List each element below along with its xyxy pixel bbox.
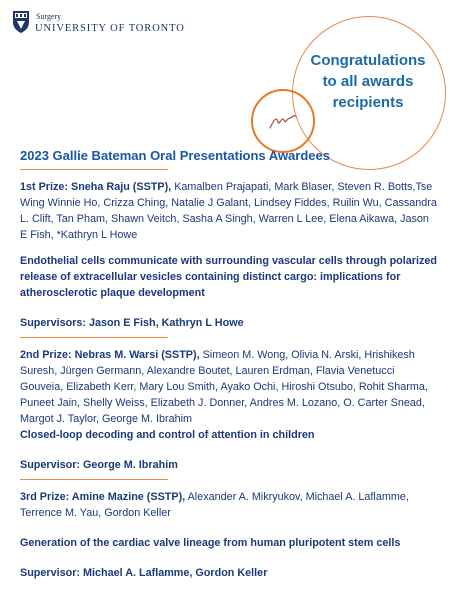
- awardees-section: [20, 148, 438, 581]
- first-prize-supervisor: Supervisors: Jason E Fish, Kathryn L Howe: [20, 317, 244, 329]
- second-prize-authors: Simeon M. Wong, Olivia N. Arski, Hrishikesh Suresh, Jürgen Germann, Alexandre Boutet, Lauren Erdman, Flavia Venetucci Gouveia, Elizabeth Kerr, Mary Lou Smith, Ayako Ochi, Hiroshi Otsubo, Rohit Sharma, Puneet Jain, Shelly Weiss, Elizabeth J. Donner, Andres M. Lozano, O. Carter Snead, Margot J. Taylor, George M. Ibrahim: [20, 349, 428, 425]
- banner-line-1: Congratulations: [310, 52, 426, 69]
- banner-line-3: recipients: [332, 94, 404, 111]
- heading-divider: [20, 169, 168, 170]
- second-prize-supervisor: Supervisor: George M. Ibrahim: [20, 459, 178, 471]
- third-prize-authors: Alexander A. Mikryukov, Michael A. Laflamme, Terrence M. Yau, Gordon Keller: [20, 491, 409, 519]
- third-prize-supervisor: Supervisor: Michael A. Laflamme, Gordon Keller: [20, 567, 268, 579]
- second-prize-title: Closed-loop decoding and control of attention in children: [20, 429, 315, 441]
- crest-icon: [12, 10, 30, 34]
- second-prize-divider: [20, 479, 168, 480]
- signature-squiggle-icon: [268, 110, 298, 132]
- first-prize-title: Endothelial cells communicate with surrounding vascular cells through polarized release of extracellular vesicles containing distinct cargo: implications for atherosclerotic plaque development: [20, 255, 437, 299]
- congratulations-banner: [298, 50, 438, 113]
- logo-department: Surgery: [36, 12, 62, 21]
- logo-university-name: UNIVERSITY OF TORONTO: [35, 23, 185, 34]
- third-prize-entry: [20, 489, 438, 521]
- university-logo: [12, 10, 192, 40]
- second-prize-label: 2nd Prize: Nebras M. Warsi (SSTP),: [20, 349, 200, 361]
- banner-line-2: to all awards: [322, 73, 414, 90]
- first-prize-divider: [20, 337, 168, 338]
- first-prize-entry: [20, 179, 438, 243]
- third-prize-title: Generation of the cardiac valve lineage from human pluripotent stem cells: [20, 537, 401, 549]
- third-prize-label: 3rd Prize: Amine Mazine (SSTP),: [20, 491, 186, 503]
- page-title: 2023 Gallie Bateman Oral Presentations Awardees: [20, 148, 330, 163]
- first-prize-label: 1st Prize: Sneha Raju (SSTP),: [20, 181, 172, 193]
- first-prize-authors: Kamalben Prajapati, Mark Blaser, Steven R. Botts,Tse Wing Winnie Ho, Crizza Ching, Natalie J Galant, Lindsey Fiddes, Ruilin Wu, Cassandra L. Clift, Tan Pham, Shawn Veitch, Sasha A Singh, Warren L Lee, Elena Aikawa, Jason E Fish, *Kathryn L Howe: [20, 181, 437, 241]
- second-prize-entry: [20, 347, 438, 427]
